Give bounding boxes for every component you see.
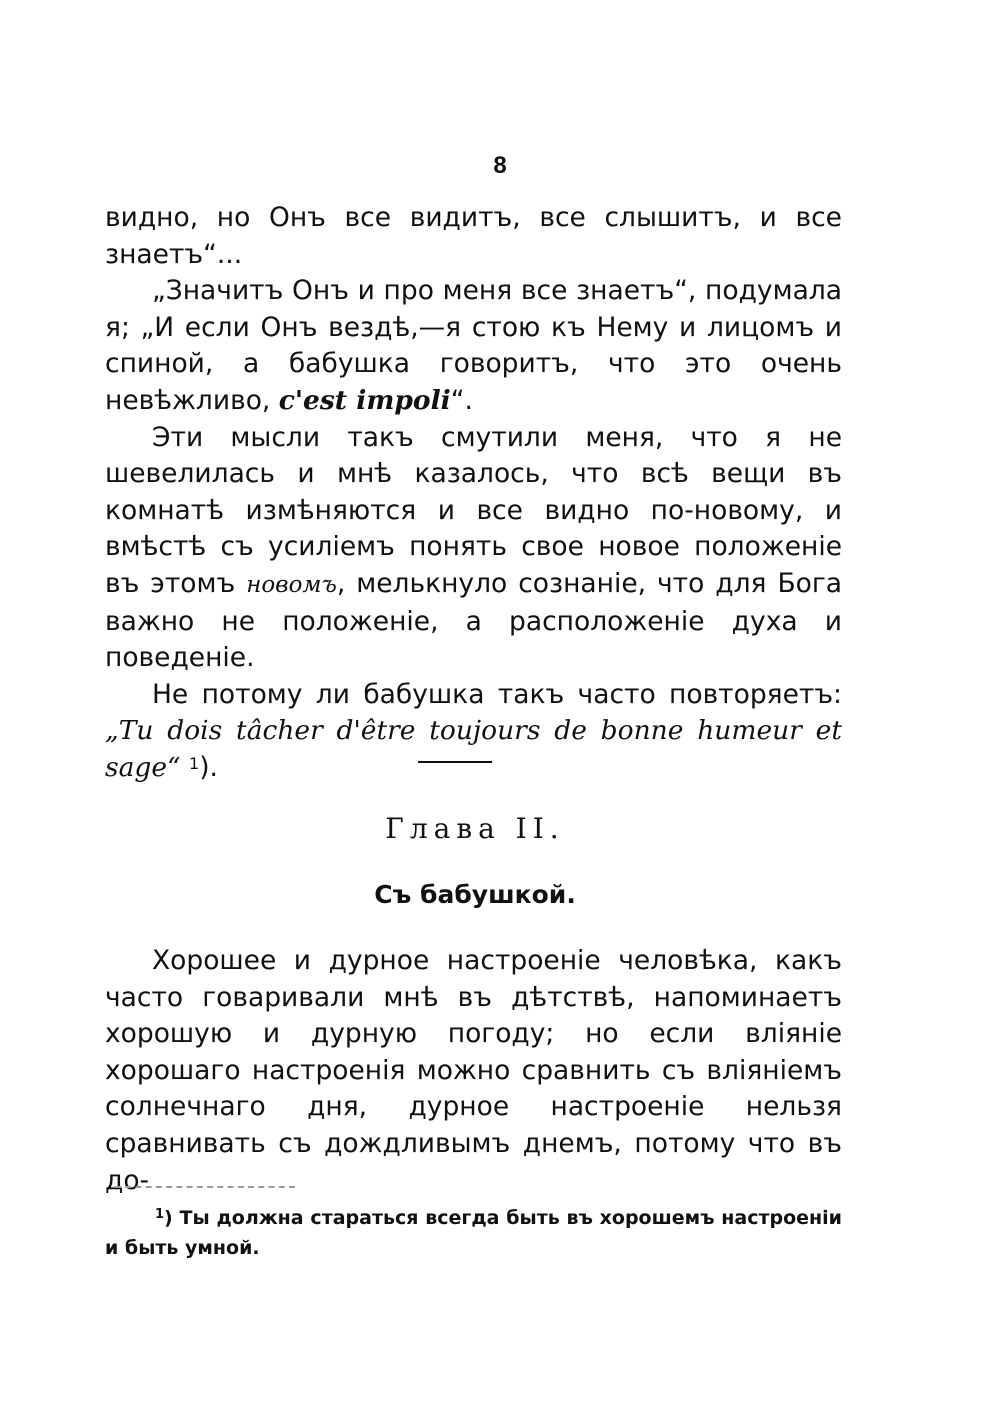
italic-word: новомъ [246, 571, 337, 598]
footnote-separator [115, 1186, 295, 1188]
paragraph-text: ). [199, 751, 218, 783]
paragraph-mood [105, 943, 842, 1199]
paragraph-continuation [105, 200, 842, 273]
paragraph-thought [105, 273, 842, 419]
footnote-text: ) Ты должна стараться всегда быть въ хорошемъ настроеніи и быть умной. [105, 1207, 842, 1259]
top-text-block [105, 200, 842, 787]
paragraph-text: „Значитъ Онъ и про меня все знаетъ“, подумала я; „И если Онъ вездѣ,—я стою къ Нему и лицомъ и спиной, а бабушка говоритъ, что это очень невѣжливо, [105, 275, 842, 416]
paragraph-text: видно, но Онъ все видитъ, все слышитъ, и все знаетъ“... [105, 202, 842, 270]
chapter-heading: Глава II. [385, 812, 565, 845]
paragraph-text: Эти мысли такъ смутили меня, что я не шевелилась и мнѣ казалось, что всѣ вещи въ комнатѣ измѣняются и все видно по-новому, и вмѣстѣ съ усиліемъ понять свое новое положеніе въ этомъ [105, 421, 842, 599]
paragraph-text: Не потому ли бабушка такъ часто повторяетъ: [152, 678, 842, 710]
paragraph-text: Хорошее и дурное настроеніе человѣка, какъ часто говаривали мнѣ въ дѣтствѣ, напоминаетъ хорошую и дурную погоду; но если вліяніе хорошаго настроенія можно сравнить съ вліяніемъ солнечнаго дня, дурное настроеніе нельзя сравнивать съ дождливымъ днемъ, потому что въ до- [105, 945, 842, 1196]
paragraph-reflection [105, 420, 842, 677]
french-quote: „Tu dois tâcher d'être toujours de bonne humeur et sage“ [105, 715, 842, 783]
chapter-title: Съ бабушкой. [374, 880, 576, 909]
footnote-reference: 1 [189, 753, 200, 773]
page-number: 8 [493, 152, 507, 179]
bottom-text-block [105, 943, 842, 1199]
french-phrase: c'est impoli [278, 384, 451, 416]
footnote [105, 1203, 842, 1263]
paragraph-text: , мелькнуло сознаніе, что для Бога важно не положеніе, а расположеніе духа и поведеніе. [105, 567, 842, 674]
footnote-marker: 1 [155, 1207, 165, 1222]
section-divider [418, 761, 492, 763]
paragraph-text: “. [450, 384, 473, 416]
paragraph-question [105, 677, 842, 787]
